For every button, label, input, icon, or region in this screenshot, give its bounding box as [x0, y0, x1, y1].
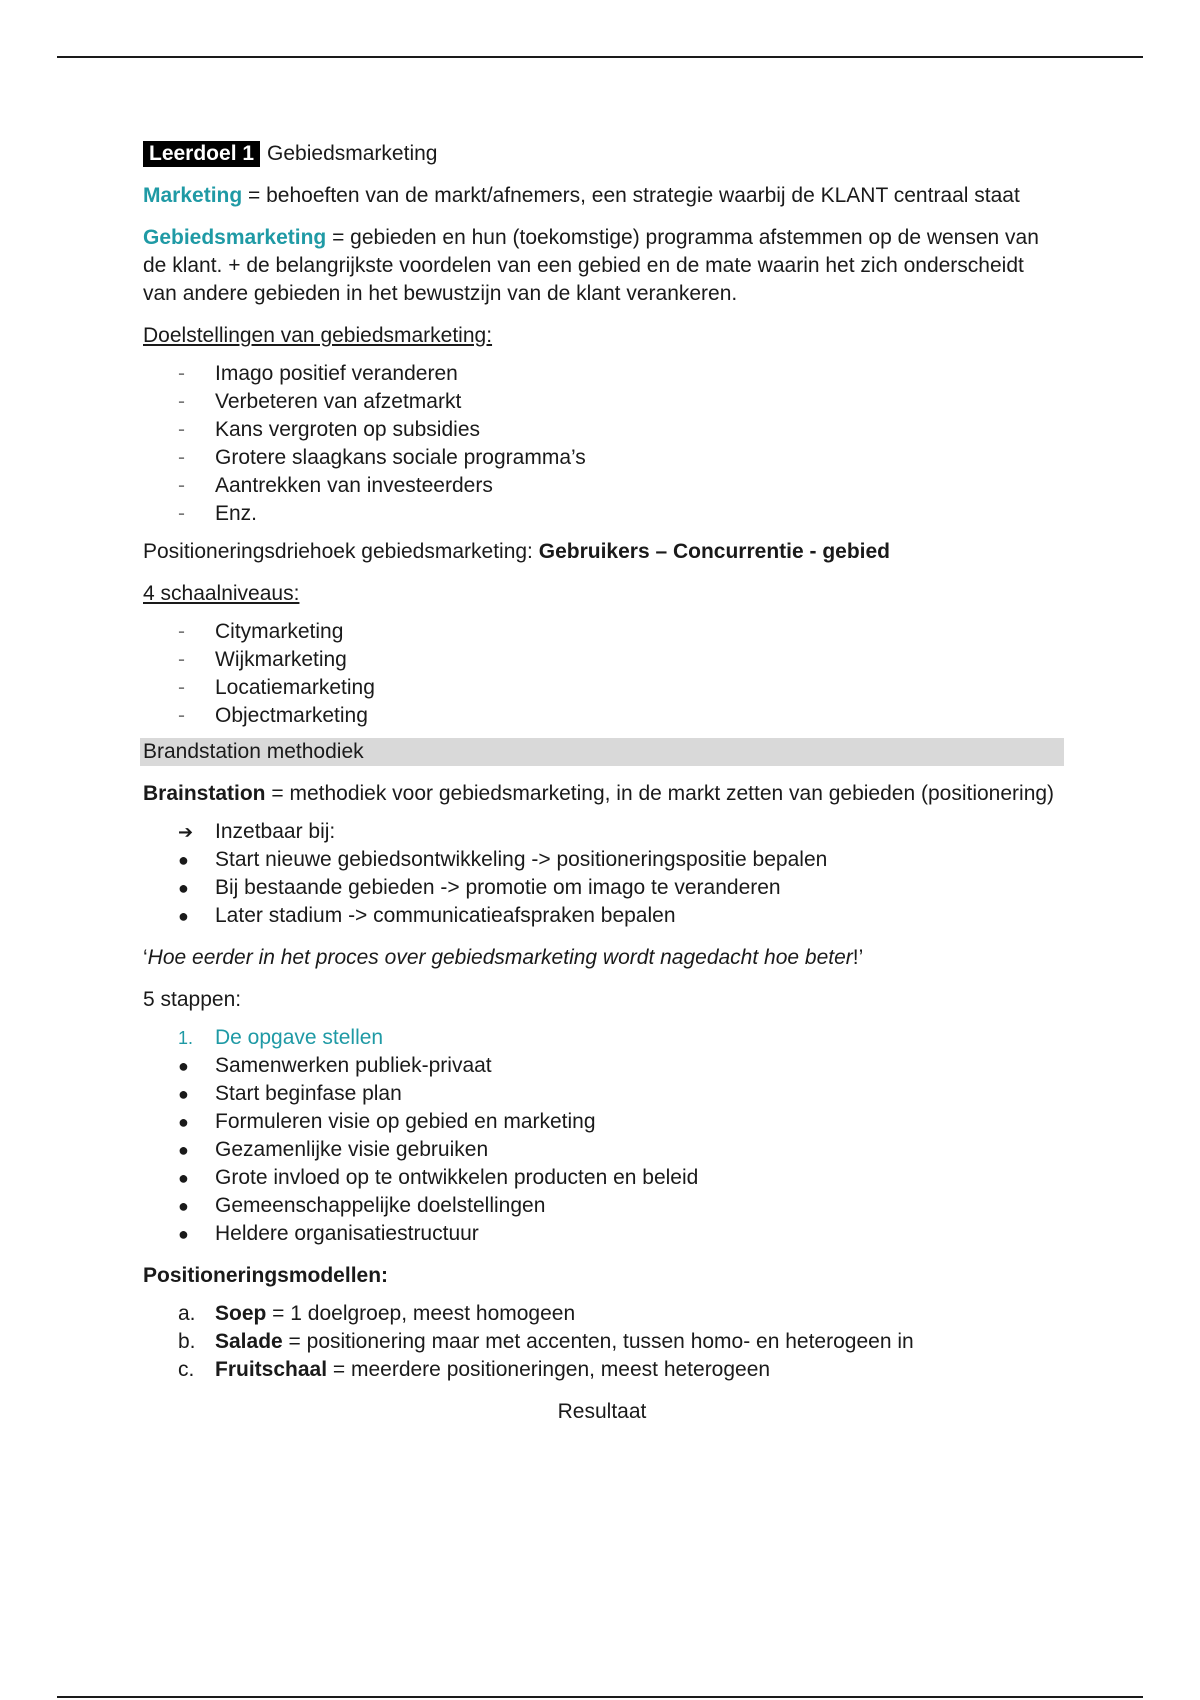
stappen-heading: 5 stappen:: [143, 988, 242, 1011]
bullet-icon: ●: [178, 1056, 189, 1076]
list-item: ➔ Inzetbaar bij:: [143, 818, 1061, 846]
bullet-icon: ●: [178, 906, 189, 926]
bullet-icon: ●: [178, 850, 189, 870]
bullet-icon: ●: [178, 1224, 189, 1244]
marketing-term: Marketing: [143, 184, 243, 207]
list-item: - Grotere slaagkans sociale programma’s: [143, 444, 1061, 472]
learning-goal-heading: [143, 140, 1061, 168]
brainstation-term: Brainstation: [143, 782, 266, 805]
modellen-heading: Positioneringsmodellen:: [143, 1264, 389, 1287]
list-item: - Kans vergroten op subsidies: [143, 416, 1061, 444]
quote-text: Hoe eerder in het proces over gebiedsmarketing wordt nagedacht hoe beter: [147, 946, 853, 969]
letter-marker: b.: [178, 1330, 196, 1353]
stappen-list: [143, 1024, 1061, 1248]
step-number: 1.: [178, 1028, 194, 1048]
gebiedsmarketing-term: Gebiedsmarketing: [143, 226, 327, 249]
doelstellingen-list: [143, 360, 1061, 528]
letter-marker: a.: [178, 1302, 196, 1325]
driehoek-value: Gebruikers – Concurrentie - gebied: [538, 540, 890, 563]
list-item: - Citymarketing: [143, 618, 1061, 646]
list-item: ● Samenwerken publiek-privaat: [143, 1052, 1061, 1080]
marketing-definition: [143, 182, 1061, 210]
marketing-text: = behoeften van de markt/afnemers, een strategie waarbij de KLANT centraal staat: [242, 184, 1020, 207]
bullet-icon: ●: [178, 1140, 189, 1160]
dash-marker: -: [178, 446, 185, 469]
gebiedsmarketing-text: = gebieden en hun (toekomstige) programma afstemmen op de wensen van de klant. + de belangrijkste voordelen van een gebied en de mate waarin het zich onderscheidt van andere gebieden in het bewustzijn van de klant verankeren.: [143, 226, 1039, 305]
arrow-icon: ➔: [178, 822, 194, 842]
bullet-icon: ●: [178, 1196, 189, 1216]
list-item: - Imago positief veranderen: [143, 360, 1061, 388]
bullet-icon: ●: [178, 1084, 189, 1104]
schaalniveaus-list: [143, 618, 1061, 730]
dash-marker: -: [178, 362, 185, 385]
list-item: ● Gezamenlijke visie gebruiken: [143, 1136, 1061, 1164]
letter-marker: c.: [178, 1358, 195, 1381]
footer-rule: [57, 1696, 1143, 1698]
list-item: ● Formuleren visie op gebied en marketing: [143, 1108, 1061, 1136]
dash-marker: -: [178, 502, 185, 525]
list-item: ● Bij bestaande gebieden -> promotie om imago te veranderen: [143, 874, 1061, 902]
resultaat-heading: Resultaat: [557, 1400, 647, 1423]
bullet-icon: ●: [178, 1168, 189, 1188]
doelstellingen-heading: Doelstellingen van gebiedsmarketing:: [143, 324, 493, 347]
dash-marker: -: [178, 620, 185, 643]
list-item: ● Start beginfase plan: [143, 1080, 1061, 1108]
dash-marker: -: [178, 474, 185, 497]
brainstation-definition: Brainstation = methodiek voor gebiedsmarketing, in de markt zetten van gebieden (positionering): [143, 782, 1055, 805]
list-item: - Locatiemarketing: [143, 674, 1061, 702]
bullet-icon: ●: [178, 1112, 189, 1132]
dash-marker: -: [178, 418, 185, 441]
list-item: ● Gemeenschappelijke doelstellingen: [143, 1192, 1061, 1220]
inzetbaar-list: [143, 818, 1061, 930]
list-item: ● Later stadium -> communicatieafspraken bepalen: [143, 902, 1061, 930]
list-item: b. Salade = positionering maar met accenten, tussen homo- en heterogeen in: [143, 1328, 1061, 1356]
list-item: - Wijkmarketing: [143, 646, 1061, 674]
positioneringsdriehoek: Positioneringsdriehoek gebiedsmarketing: Gebruikers – Concurrentie - gebied: [143, 540, 890, 563]
learning-goal-tag: Leerdoel 1: [143, 141, 260, 167]
learning-goal-title: Gebiedsmarketing: [267, 142, 438, 165]
list-item: c. Fruitschaal = meerdere positioneringen, meest heterogeen: [143, 1356, 1061, 1384]
list-item: ● Start nieuwe gebiedsontwikkeling -> positioneringspositie bepalen: [143, 846, 1061, 874]
list-item: ● Heldere organisatiestructuur: [143, 1220, 1061, 1248]
list-item: - Objectmarketing: [143, 702, 1061, 730]
dash-marker: -: [178, 704, 185, 727]
list-item: a. Soep = 1 doelgroep, meest homogeen: [143, 1300, 1061, 1328]
schaalniveaus-heading: 4 schaalniveaus:: [143, 582, 300, 605]
list-item: ● Grote invloed op te ontwikkelen producten en beleid: [143, 1164, 1061, 1192]
document-body: [143, 140, 1061, 1426]
modellen-list: [143, 1300, 1061, 1384]
dash-marker: -: [178, 390, 185, 413]
gebiedsmarketing-definition: [143, 224, 1061, 308]
list-item: - Verbeteren van afzetmarkt: [143, 388, 1061, 416]
step-item: 1. De opgave stellen: [143, 1024, 1061, 1052]
list-item: - Enz.: [143, 500, 1061, 528]
section-heading-brandstation: Brandstation methodiek: [140, 738, 1064, 766]
list-item: - Aantrekken van investeerders: [143, 472, 1061, 500]
bullet-icon: ●: [178, 878, 189, 898]
header-rule: [57, 56, 1143, 58]
dash-marker: -: [178, 676, 185, 699]
dash-marker: -: [178, 648, 185, 671]
quote: ‘Hoe eerder in het proces over gebiedsmarketing wordt nagedacht hoe beter!’: [143, 946, 864, 969]
